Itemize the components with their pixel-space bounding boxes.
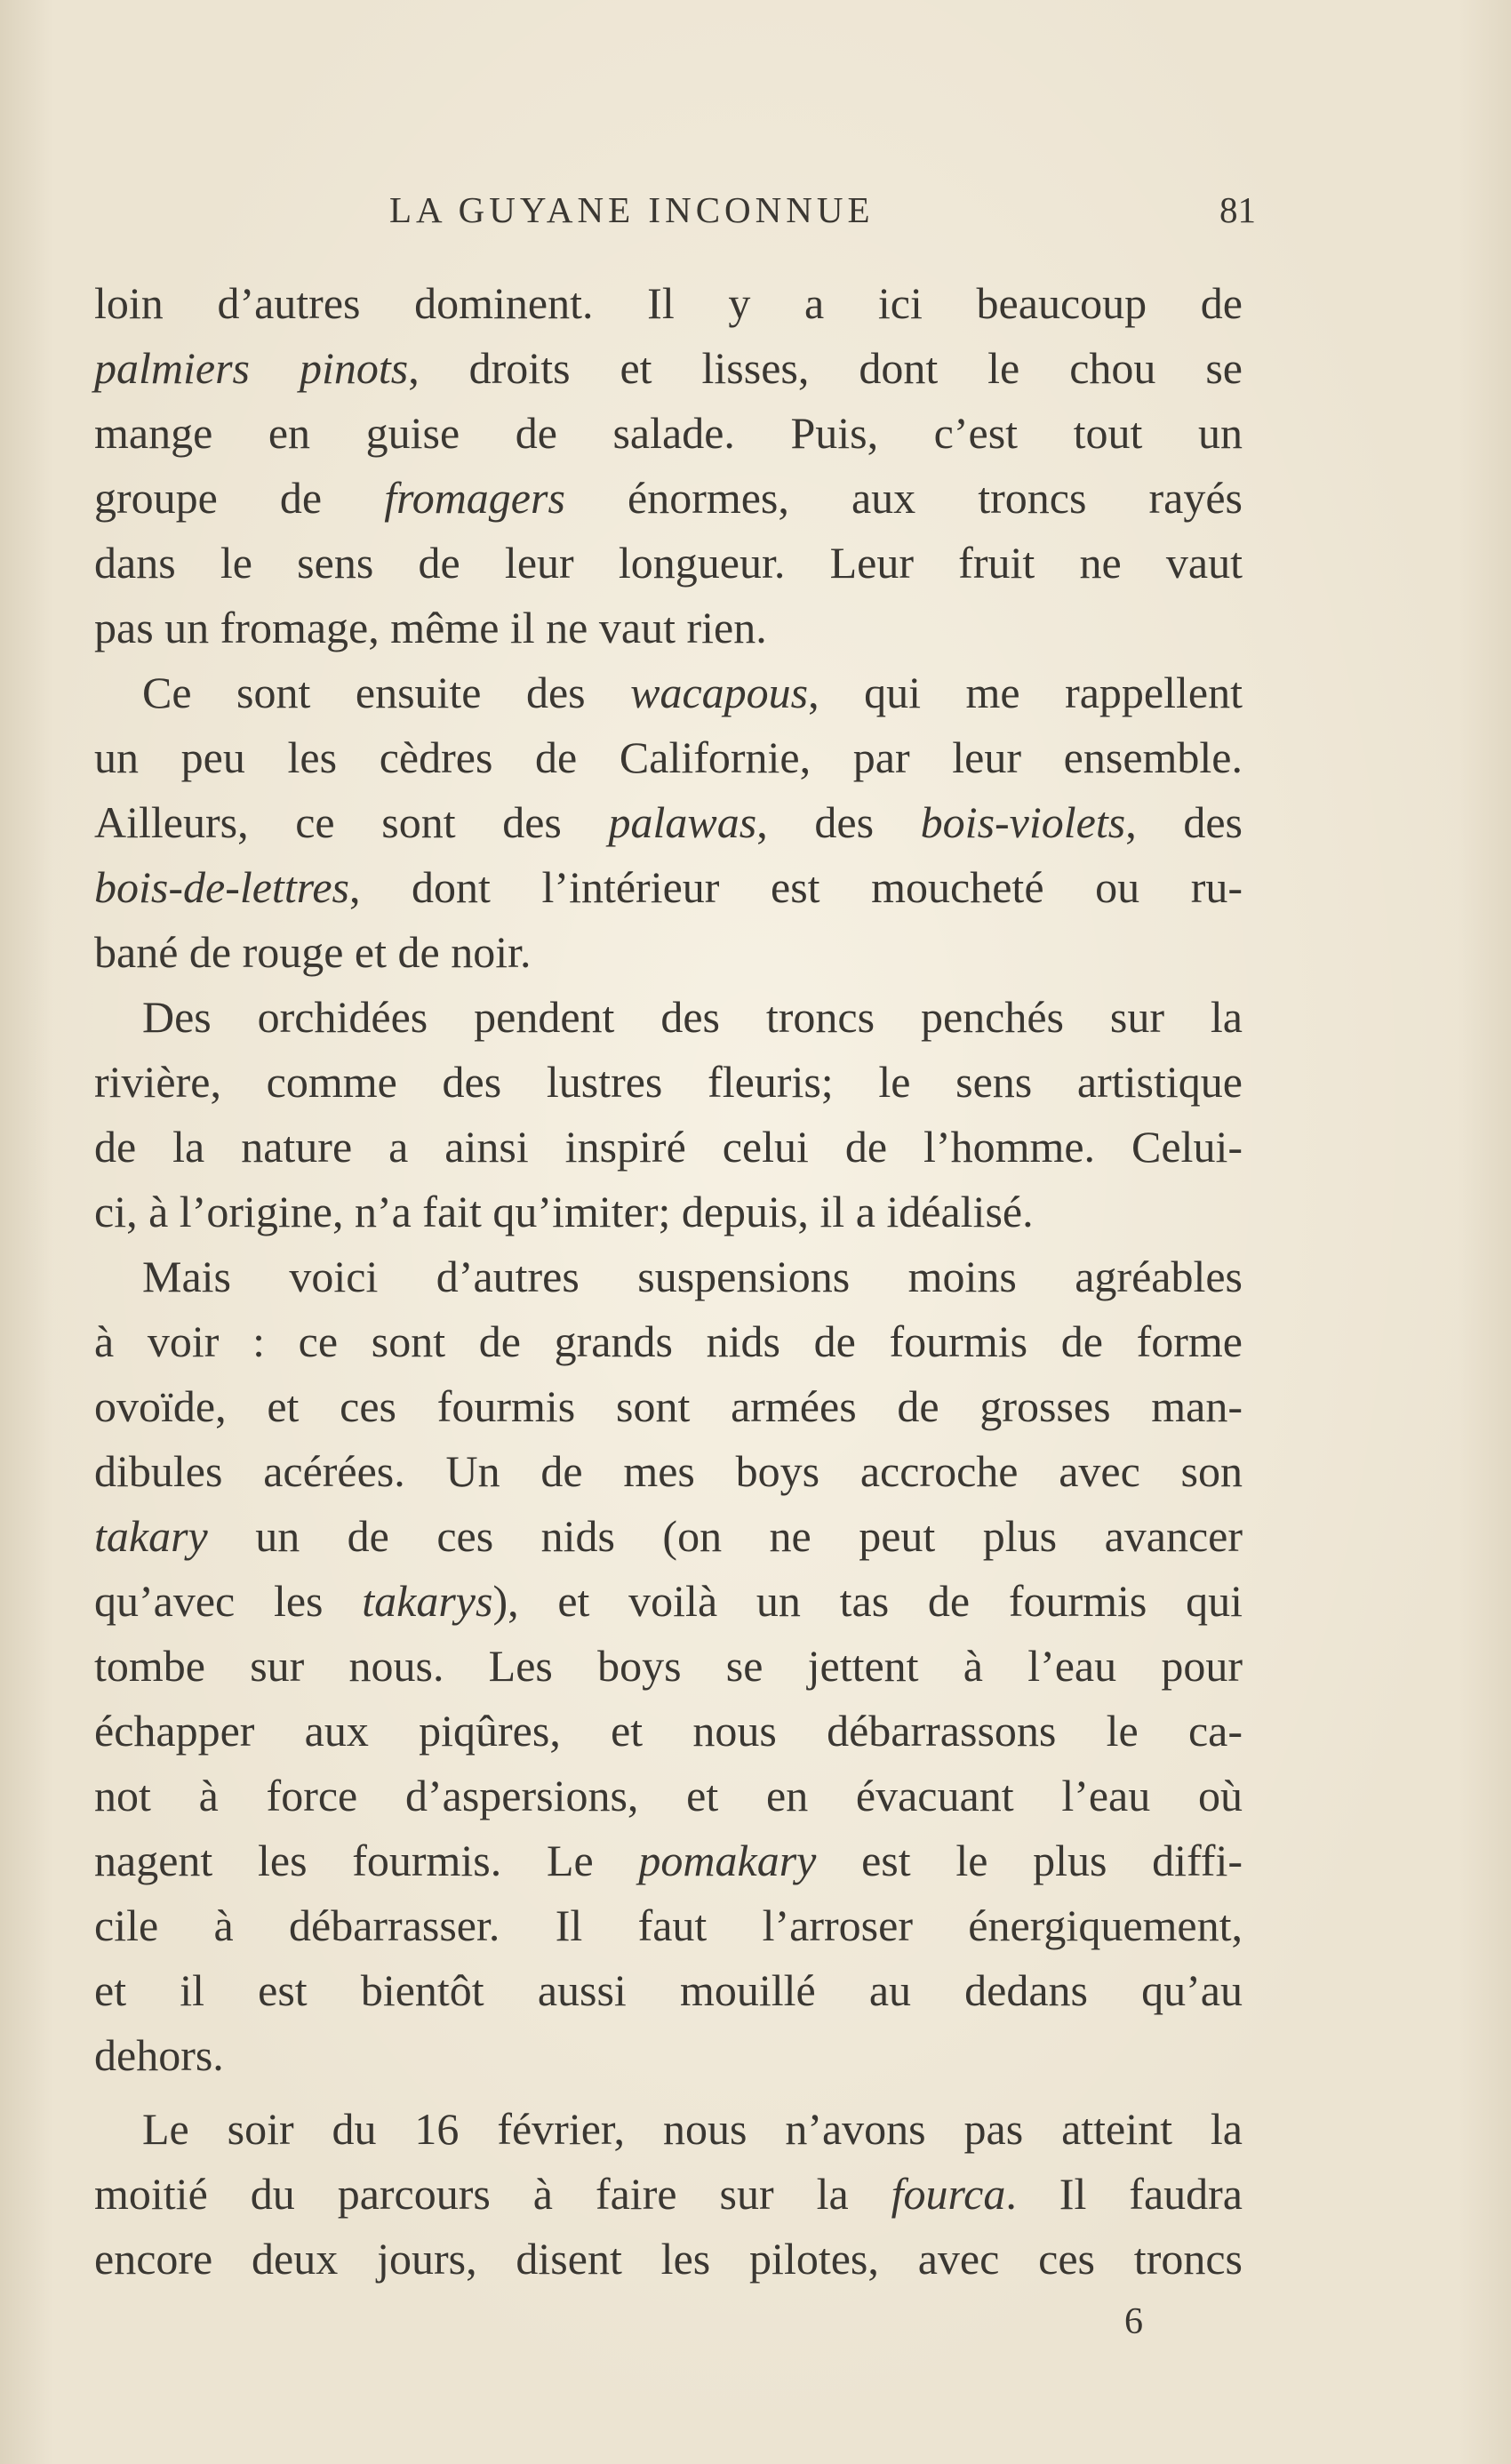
signature-mark: 6 <box>1124 2301 1143 2342</box>
text-line <box>94 920 1243 985</box>
text-line <box>94 1374 1243 1439</box>
text-segment: Des orchidées pendent des troncs penchés sur la <box>142 992 1243 1042</box>
italic-term: fromagers <box>384 473 565 523</box>
text-segment: un peu les cèdres de Californie, par leur ensemble. <box>94 732 1243 782</box>
text-segment: ci, à l’origine, n’a fait qu’imiter; depuis, il a idéalisé. <box>94 1187 1034 1236</box>
page-number: 81 <box>1219 189 1256 230</box>
italic-term: palawas <box>608 797 757 847</box>
text-line <box>94 790 1243 855</box>
text-line <box>94 1958 1243 2023</box>
text-segment: de la nature a ainsi inspiré celui de l’homme. Celui- <box>94 1122 1243 1172</box>
text-segment: rivière, comme des lustres fleuris; le sens artistique <box>94 1057 1243 1107</box>
text-line <box>94 531 1243 596</box>
text-line <box>94 1893 1243 1958</box>
text-segment: énormes, aux troncs rayés <box>564 473 1243 523</box>
text-line <box>94 1828 1243 1893</box>
text-line <box>94 2162 1243 2227</box>
text-line <box>94 1699 1243 1764</box>
text-segment: ovoïde, et ces fourmis sont armées de grosses man- <box>94 1381 1243 1431</box>
text-line <box>94 466 1243 531</box>
text-line <box>94 401 1243 466</box>
text-segment: , des <box>756 797 921 847</box>
text-segment: loin d’autres dominent. Il y a ici beaucoup de <box>94 278 1243 328</box>
running-title: LA GUYANE INCONNUE <box>389 189 875 230</box>
text-segment: un de ces nids (on ne peut plus avancer <box>207 1511 1243 1561</box>
text-segment: , qui me rappellent <box>808 668 1243 717</box>
italic-term: bois-de-lettres <box>94 862 349 912</box>
text-segment: bané de rouge et de noir. <box>94 927 532 977</box>
text-segment: , droits et lisses, dont le chou se <box>408 343 1243 393</box>
text-segment: not à force d’aspersions, et en évacuant l’eau où <box>94 1771 1243 1820</box>
text-line <box>94 1569 1243 1634</box>
text-segment: , dont l’intérieur est moucheté ou ru- <box>348 862 1243 912</box>
text-line <box>94 2227 1243 2292</box>
italic-term: pomakary <box>638 1836 817 1885</box>
text-segment: encore deux jours, disent les pilotes, avec ces troncs <box>94 2234 1243 2284</box>
text-line <box>94 336 1243 401</box>
body-text <box>94 271 1243 2292</box>
text-segment: groupe de <box>94 473 385 523</box>
text-segment: cile à débarrasser. Il faut l’arroser énergiquement, <box>94 1900 1243 1950</box>
text-segment: ), et voilà un tas de fourmis qui <box>492 1576 1243 1626</box>
text-line <box>94 596 1243 660</box>
italic-term: fourca <box>891 2169 1006 2219</box>
text-line <box>94 1244 1243 1309</box>
text-segment: tombe sur nous. Les boys se jettent à l’eau pour <box>94 1641 1243 1691</box>
text-line <box>94 1439 1243 1504</box>
text-segment: dibules acérées. Un de mes boys accroche avec son <box>94 1446 1243 1496</box>
italic-term: wacapous <box>630 668 809 717</box>
italic-term: palmiers pinots <box>94 343 409 393</box>
text-segment: mange en guise de salade. Puis, c’est tout un <box>94 408 1243 458</box>
text-segment: et il est bientôt aussi mouillé au dedans qu’au <box>94 1965 1243 2015</box>
text-segment: moitié du parcours à faire sur la <box>94 2169 891 2219</box>
text-line <box>94 1634 1243 1699</box>
text-line <box>94 1050 1243 1115</box>
text-segment: Mais voici d’autres suspensions moins agréables <box>142 1252 1243 1301</box>
text-line <box>94 1180 1243 1244</box>
text-line <box>94 2023 1243 2088</box>
text-segment: qu’avec les <box>94 1576 363 1626</box>
text-line <box>94 1115 1243 1180</box>
text-line <box>94 271 1243 336</box>
text-line <box>94 1764 1243 1828</box>
text-line <box>94 855 1243 920</box>
text-line <box>94 2097 1243 2162</box>
text-segment: dehors. <box>94 2030 224 2080</box>
text-segment: pas un fromage, même il ne vaut rien. <box>94 603 767 652</box>
text-segment: , des <box>1125 797 1243 847</box>
text-segment: Ce sont ensuite des <box>142 668 631 717</box>
text-segment: est le plus diffi- <box>816 1836 1243 1885</box>
text-line <box>94 1504 1243 1569</box>
text-line <box>94 1309 1243 1374</box>
page-header <box>389 188 1256 238</box>
text-segment: échapper aux piqûres, et nous débarrassons le ca- <box>94 1706 1243 1756</box>
italic-term: bois-violets <box>920 797 1126 847</box>
text-segment: à voir : ce sont de grands nids de fourmis de forme <box>94 1316 1243 1366</box>
text-line <box>94 660 1243 725</box>
italic-term: takary <box>94 1511 208 1561</box>
text-line <box>94 725 1243 790</box>
text-segment: nagent les fourmis. Le <box>94 1836 639 1885</box>
text-segment: . Il faudra <box>1005 2169 1243 2219</box>
text-segment: dans le sens de leur longueur. Leur fruit ne vaut <box>94 538 1243 588</box>
text-segment: Ailleurs, ce sont des <box>94 797 609 847</box>
text-segment: Le soir du 16 février, nous n’avons pas atteint la <box>142 2104 1243 2154</box>
italic-term: takarys <box>362 1576 493 1626</box>
text-line <box>94 985 1243 1050</box>
